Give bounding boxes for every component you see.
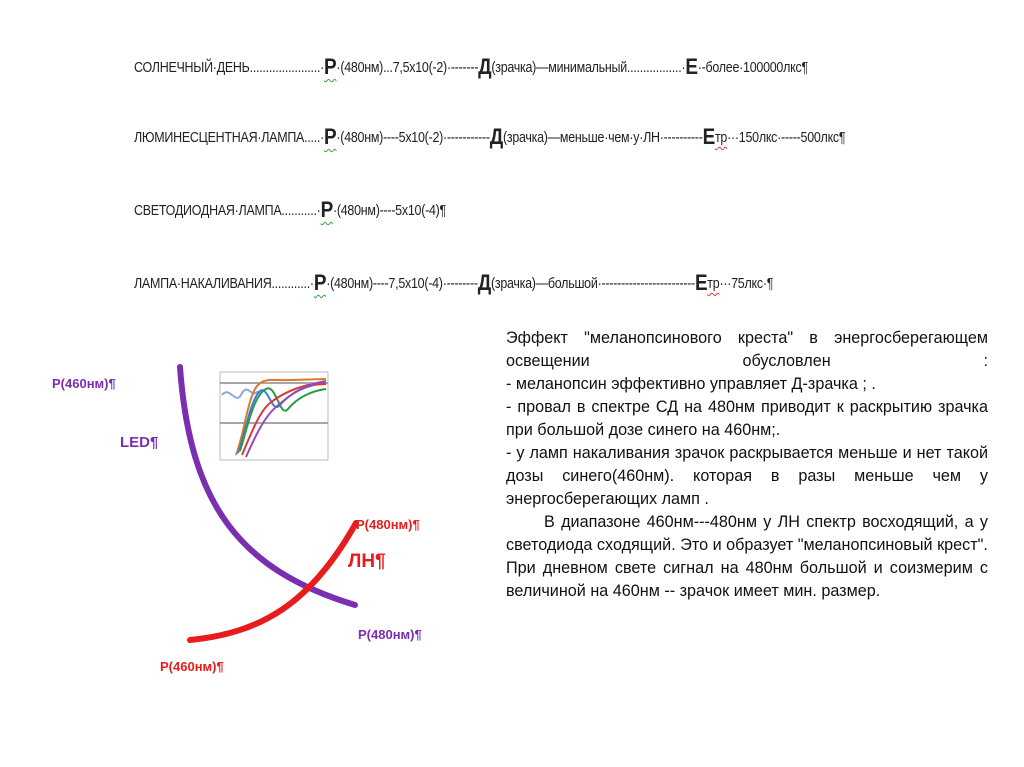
paragraph-bullet-2: - провал в спектре СД на 480нм приводит к раскрытию зрачка при большой дозе синего на 460нм;. [506, 398, 988, 439]
power-value: ·(480нм)----5х10(-4)¶ [332, 203, 446, 219]
illuminance-value: ···75лкс·¶ [719, 276, 774, 292]
line-led-lamp [134, 197, 446, 223]
paragraph-intro: Эффект "меланопсинового креста" в энергосберегающем освещении обусловлен : [506, 329, 988, 370]
ln-bottom-label: Р(460нм)¶ [160, 659, 224, 674]
ln-curve [190, 523, 356, 640]
melanopsin-cross-diagram [40, 355, 500, 715]
pupil-symbol: Д [478, 54, 492, 79]
illuminance-subscript: тр [707, 276, 720, 292]
pupil-value: (зрачка)—большой·------------------------ [490, 276, 695, 292]
line-label: ЛЮМИНЕСЦЕНТНАЯ·ЛАМПА.....· [134, 130, 325, 146]
line-sunny-day [134, 54, 808, 80]
line-fluorescent-lamp [134, 124, 845, 150]
led-top-label: Р(460нм)¶ [52, 376, 116, 391]
ln-top-label: Р(480нм)¶ [356, 517, 420, 532]
power-symbol: Р [324, 124, 337, 149]
pupil-value: (зрачка)—минимальный.................· [491, 60, 686, 76]
led-bottom-label: Р(480нм)¶ [358, 627, 422, 642]
pupil-symbol: Д [489, 124, 503, 149]
ln-label: ЛН¶ [348, 551, 386, 572]
paragraph-range: В диапазоне 460нм---480нм у ЛН спектр восходящий, а у светодиода сходящий. Это и образует "меланопсиновый крест". [506, 513, 988, 554]
spectra-inset-image [220, 372, 328, 460]
pupil-symbol: Д [477, 270, 491, 295]
line-incandescent-lamp [134, 270, 773, 296]
illuminance-subscript: тр [714, 130, 728, 146]
line-label: СВЕТОДИОДНАЯ·ЛАМПА...........· [134, 203, 321, 219]
paragraph-bullet-3: - у ламп накаливания зрачок раскрывается меньше и нет такой дозы синего(460нм). которая в разы меньше чем у энергосберегающих ламп . [506, 444, 988, 508]
power-value: ·(480нм)----5х10(-2)·----------- [336, 130, 490, 146]
line-label: ЛАМПА·НАКАЛИВАНИЯ............· [134, 276, 314, 292]
illuminance-value: ···150лкс·-----500лкс¶ [727, 130, 846, 146]
power-symbol: Р [324, 54, 337, 79]
paragraph-bullet-1: - меланопсин эффективно управляет Д-зрачка ; . [506, 375, 876, 393]
power-symbol: Р [320, 197, 333, 222]
power-value: ·(480нм)...7,5х10(-2)·------- [336, 60, 479, 76]
illuminance-value: ·-более·100000лкс¶ [697, 60, 808, 76]
pupil-value: (зрачка)—меньше·чем·у·ЛН·---------- [502, 130, 703, 146]
power-symbol: Р [313, 270, 327, 295]
paragraph-daylight: При дневном свете сигнал на 480нм большой и соизмерим с величиной на 460нм -- зрачок имеет мин. размер. [506, 559, 988, 600]
illuminance-symbol: Е [694, 270, 708, 295]
line-label: СОЛНЕЧНЫЙ·ДЕНЬ......................· [134, 60, 325, 76]
explanation-text [506, 327, 988, 603]
power-value: ·(480нм)----7,5х10(-4)·-------- [326, 276, 478, 292]
illuminance-symbol: Е [702, 124, 715, 149]
led-label: LED¶ [120, 434, 159, 451]
illuminance-symbol: Е [685, 54, 698, 79]
